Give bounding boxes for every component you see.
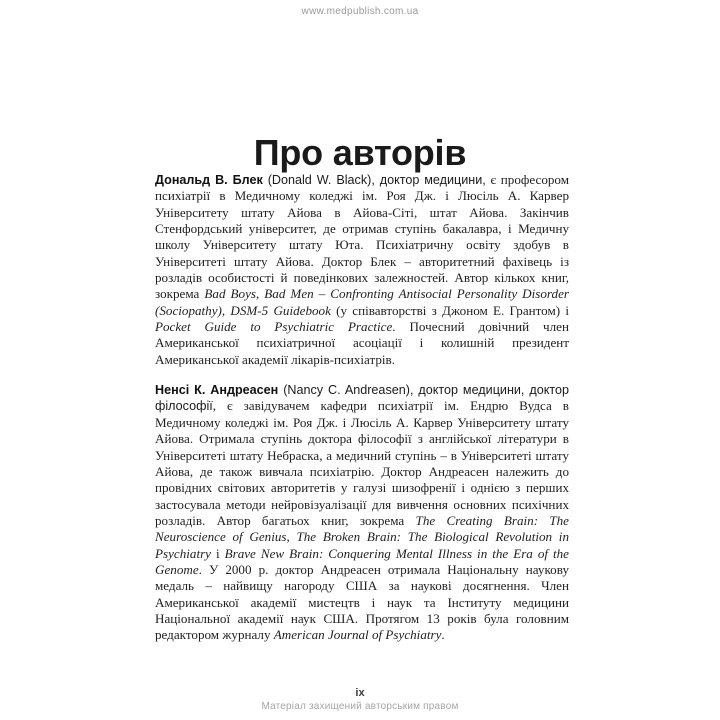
page-footer (0, 687, 720, 712)
author-bio-text-part-3: . Почесний довічний член Американської психіатричної асоціації і колишній президент Американської академії лікарів-психіатрів. (155, 319, 569, 367)
site-watermark: www.medpublish.com.ua (301, 6, 419, 17)
author-name-latin: (Nancy C. Andreasen) (278, 383, 410, 398)
author-bio-black (155, 172, 569, 368)
work-title-2: Brave New Brain: Conquering Mental Illness in the Era of the Genome (155, 545, 569, 577)
copyright-notice: Матеріал захищений авторським правом (261, 701, 459, 712)
author-bio-text-part-2: і (211, 545, 225, 561)
author-name-cyrillic: Дональд В. Блек (155, 173, 263, 187)
author-credentials: , доктор медицини, (371, 173, 486, 187)
work-title-3: American Journal of Psychiatry (273, 627, 442, 643)
author-bio-andreasen (155, 382, 569, 644)
work-title-1: The Creating Brain: The Neuroscience of Genius, The Broken Brain: The Biological Revolution in Psychiatry (155, 512, 569, 561)
author-credentials: , доктор медицини, доктор філософії (155, 383, 569, 414)
authors-section (155, 172, 569, 644)
page-number: ix (355, 687, 365, 699)
author-name-latin: (Donald W. Black) (262, 173, 372, 187)
author-bio-text-part-4: . (441, 627, 445, 643)
author-bio-text-part-3: . У 2000 р. доктор Андреасен отримала Національну наукову медаль – найвищу нагороду США за наукові досягнення. Член Американської академії мистецтв і наук та Інституту медицини Національної академії наук США. Протягом 13 років була головним редактором журналу (155, 561, 569, 643)
author-bio-text-part-1: , є завідувачем кафедри психіатрії ім. Ендрю Вудса в Медичному коледжі ім. Роя Дж. і Люсіль А. Карвер Університету штату Айова. Отримала ступінь доктора філософії з англійської літератури в Університеті штату Небраска, а медичний ступінь – в Університеті штату Айова, де також вивчала психіатрію. Доктор Андреасен належить до провідних світових авторитетів у галузі шизофренії і однією з перших застосувала методи нейровізуалізації для вивчення основних психічних розладів. Автор багатьох книг, зокрема (155, 398, 569, 528)
author-bio-text-part-1: є професором психіатрії в Медичному коледжі ім. Роя Дж. і Люсіль А. Карвер Університету штату Айова в Айова-Сіті, штат Айова. Закінчив Стенфордський університет, де отримав ступінь бакалавра, і Медичну школу Університету штату Юта. Психіатричну освіту здобув в Університеті штату Айова. Доктор Блек – авторитетний фахівець із розладів особистості й поведінкових залежностей. Автор кількох книг, зокрема (155, 172, 570, 302)
work-title-2: Pocket Guide to Psychiatric Practice (155, 319, 393, 335)
author-name-cyrillic: Ненсі К. Андреасен (155, 383, 279, 398)
page-title: Про авторів (253, 132, 467, 174)
author-bio-text-part-2: (у співавторстві з Джоном Е. Грантом) і (330, 302, 569, 318)
work-title-1: Bad Boys, Bad Men – Confronting Antisocial Personality Disorder (Sociopathy), DSM-5 Guidebook (155, 286, 569, 318)
